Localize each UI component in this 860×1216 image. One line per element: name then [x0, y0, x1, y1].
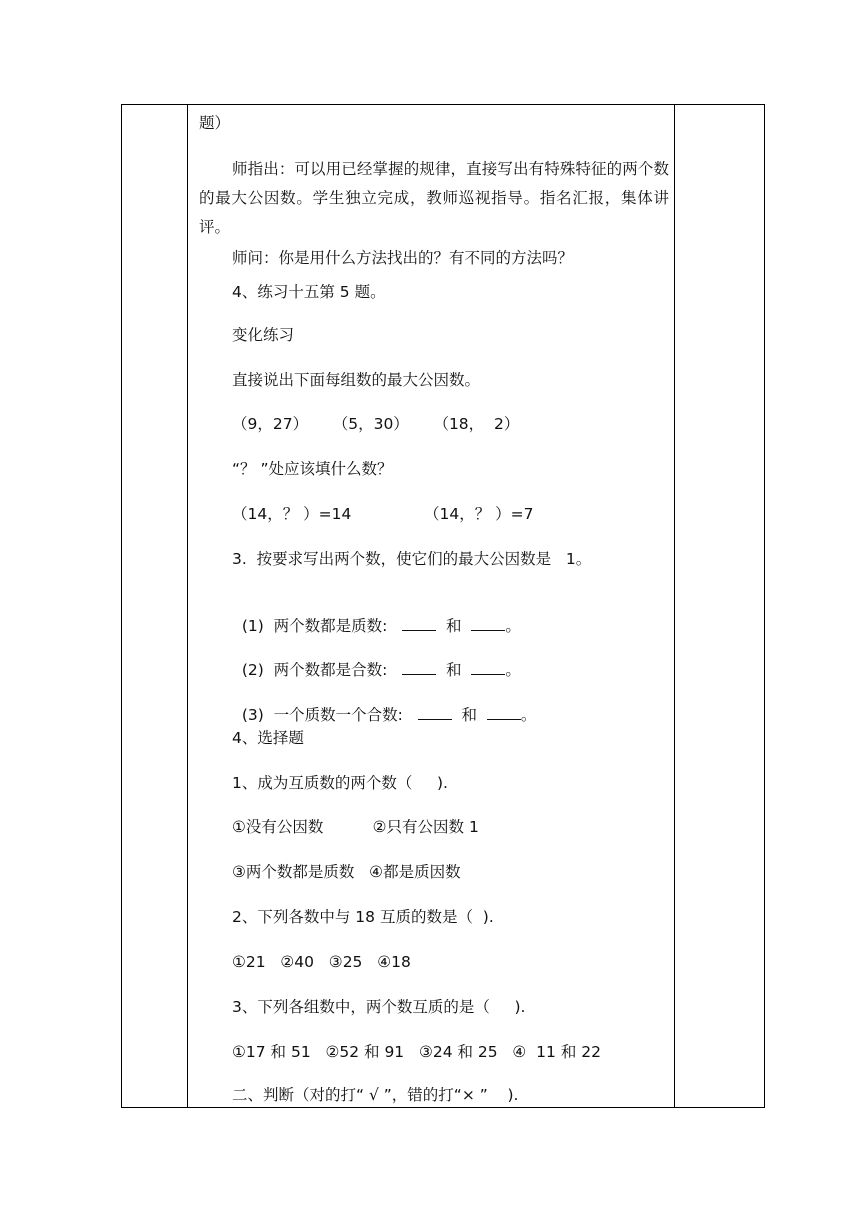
text-line: 师问：你是用什么方法找出的？有不同的方法吗？ [232, 249, 574, 267]
fill-blank-line [232, 637, 521, 681]
text-line: ①21 ②40 ③25 ④18 [232, 953, 411, 971]
text-line: 4、选择题 [232, 729, 304, 747]
end-text: 。 [505, 617, 521, 635]
answer-blank [471, 660, 505, 675]
end-text: 。 [505, 661, 521, 679]
text-line: （14，？ ）=14 [232, 505, 352, 523]
text-line: 3. 按要求写出两个数，使它们的最大公因数是 1。 [232, 550, 592, 568]
text-line: 直接说出下面每组数的最大公因数。 [232, 371, 481, 389]
text-line: “？ ”处应该填什么数？ [232, 460, 393, 478]
connector-text: 和 [436, 661, 472, 679]
text-line: （9，27） （5，30） （18， 2） [232, 415, 520, 433]
text-line: 题） [199, 114, 231, 132]
text-line: （14，？ ）=7 [424, 505, 534, 523]
text-line: ①17 和 51 ②52 和 91 ③24 和 25 ④ 11 和 22 [232, 1043, 601, 1061]
connector-text: 和 [451, 706, 487, 724]
column-divider-left [187, 104, 188, 1108]
text-line: 3、下列各组数中，两个数互质的是（ ). [232, 998, 526, 1016]
end-text: 。 [520, 706, 537, 724]
fill-blank-line [232, 682, 536, 726]
text-line: 变化练习 [232, 326, 295, 344]
text-line: 二、判断（对的打“ √ ”，错的打“× ” ). [232, 1086, 519, 1104]
text-line: ③两个数都是质数 ④都是质因数 [232, 863, 461, 881]
question-text: (2) 两个数都是合数: [241, 661, 403, 679]
text-line: 1、成为互质数的两个数（ ). [232, 774, 448, 792]
question-text: (1) 两个数都是质数: [241, 617, 403, 635]
text-line: ①没有公因数 ②只有公因数 1 [232, 818, 479, 836]
paragraph: 师指出：可以用已经掌握的规律，直接写出有特殊特征的两个数的最大公因数。学生独立完成，教师巡视指导。指名汇报，集体讲评。 [199, 160, 669, 236]
fill-blank-line [232, 593, 521, 637]
answer-blank [471, 616, 505, 631]
answer-blank [487, 705, 521, 720]
question-text: (3) 一个质数一个合数: [241, 706, 418, 724]
answer-blank [402, 660, 436, 675]
answer-blank [402, 616, 436, 631]
column-divider-right [674, 104, 675, 1108]
connector-text: 和 [436, 617, 472, 635]
answer-blank [418, 705, 452, 720]
text-line: 4、练习十五第 5 题。 [232, 283, 386, 301]
text-line: 2、下列各数中与 18 互质的数是（ ). [232, 908, 494, 926]
